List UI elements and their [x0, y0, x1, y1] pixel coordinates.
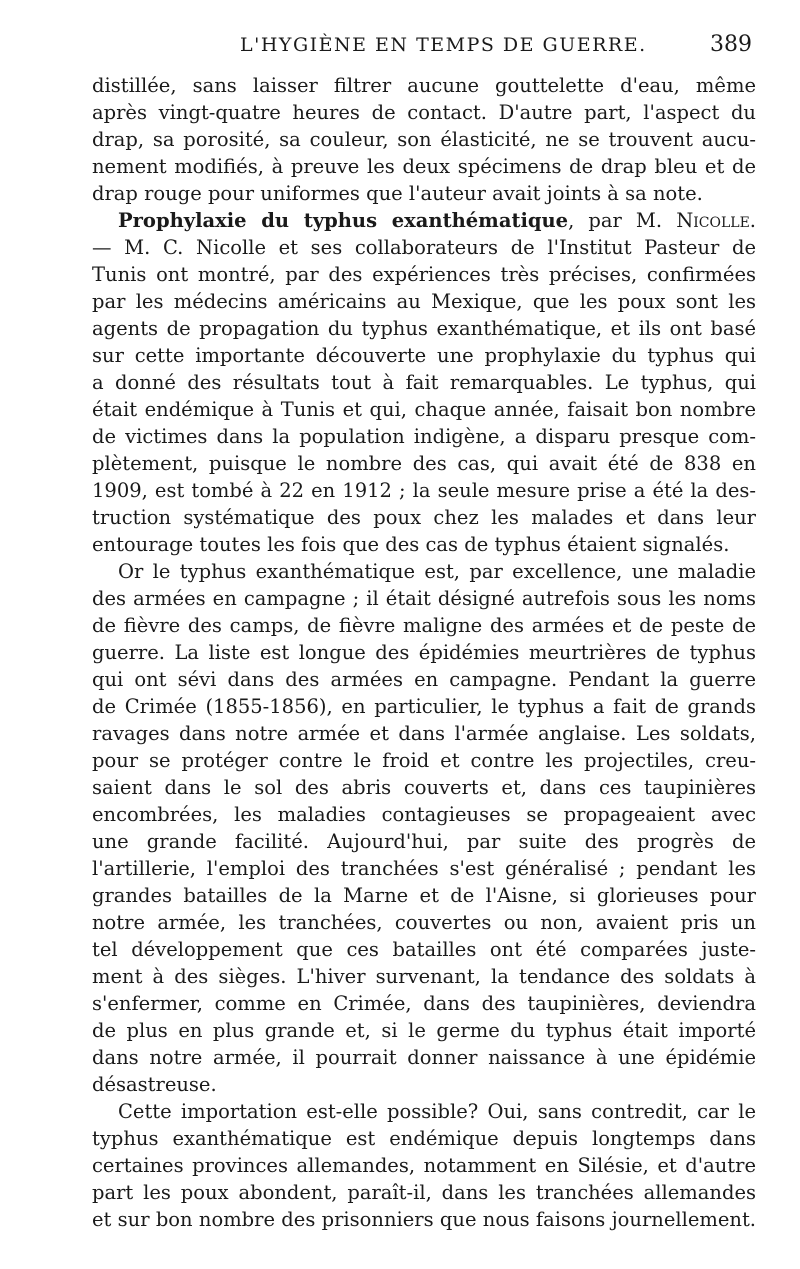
text-line: était endémique à Tunis et qui, chaque année, faisait bon nombre	[92, 398, 756, 421]
text-line: Tunis ont montré, par des expériences très précises, confirmées	[92, 263, 756, 286]
text-line: distillée, sans laisser filtrer aucune gouttelette d'eau, même	[92, 74, 756, 97]
text-line: tel développement que ces batailles ont été comparées juste-	[92, 938, 756, 961]
text-line: de Crimée (1855-1856), en particulier, le typhus a fait de grands	[92, 695, 756, 718]
running-head	[0, 34, 800, 64]
text-line: saient dans le sol des abris couverts et, dans ces taupinières	[92, 776, 756, 799]
text-line: ment à des sièges. L'hiver survenant, la tendance des soldats à	[92, 965, 756, 988]
text-line: 1909, est tombé à 22 en 1912 ; la seule mesure prise a été la des-	[92, 479, 756, 502]
text-line: certaines provinces allemandes, notamment en Silésie, et d'autre	[92, 1154, 756, 1177]
text-line: entourage toutes les fois que des cas de typhus étaient signalés.	[92, 533, 730, 556]
text-line: de fièvre des camps, de fièvre maligne des armées et de peste de	[92, 614, 756, 637]
text-line: drap, sa porosité, sa couleur, son élasticité, ne se trouvent aucu-	[92, 128, 756, 151]
text-line: s'enfermer, comme en Crimée, dans des taupinières, deviendra	[92, 992, 756, 1015]
text-line: notre armée, les tranchées, couvertes ou non, avaient pris un	[92, 911, 756, 934]
text-line: grandes batailles de la Marne et de l'Aisne, si glorieuses pour	[92, 884, 756, 907]
section-heading-line	[92, 207, 756, 234]
text-line: nement modifiés, à preuve les deux spécimens de drap bleu et de	[92, 155, 756, 178]
text-line: de plus en plus grande et, si le germe du typhus était importé	[92, 1019, 756, 1042]
text-line: de victimes dans la population indigène, a disparu presque com-	[92, 425, 756, 448]
text-line: par les médecins américains au Mexique, que les poux sont les	[92, 290, 756, 313]
text-line: part les poux abondent, paraît-il, dans les tranchées allemandes	[92, 1181, 756, 1204]
text-line: Cette importation est-elle possible? Oui, sans contredit, car le	[118, 1100, 756, 1123]
text-line: drap rouge pour uniformes que l'auteur avait joints à sa note.	[92, 182, 703, 205]
text-line: et sur bon nombre des prisonniers que nous faisons journellement.	[92, 1208, 756, 1231]
text-line: pour se protéger contre le froid et contre les projectiles, creu-	[92, 749, 756, 772]
text-line: Or le typhus exanthématique est, par excellence, une maladie	[118, 560, 756, 583]
heading-end: .	[749, 209, 756, 232]
text-line: plètement, puisque le nombre des cas, qui avait été de 838 en	[92, 452, 756, 475]
text-line: ravages dans notre armée et dans l'armée anglaise. Les soldats,	[92, 722, 756, 745]
text-line: désastreuse.	[92, 1073, 217, 1096]
text-line: typhus exanthématique est endémique depuis longtemps dans	[92, 1127, 756, 1150]
text-line: guerre. La liste est longue des épidémies meurtrières de typhus	[92, 641, 756, 664]
text-line: des armées en campagne ; il était désigné autrefois sous les noms	[92, 587, 756, 610]
body-text	[92, 72, 756, 1233]
text-line: une grande facilité. Aujourd'hui, par suite des progrès de	[92, 830, 756, 853]
text-line: encombrées, les maladies contagieuses se propageaient avec	[92, 803, 756, 826]
author-name: Nicolle	[676, 209, 750, 232]
heading-byline: , par M.	[568, 209, 677, 232]
text-line: l'artillerie, l'emploi des tranchées s'est généralisé ; pendant les	[92, 857, 756, 880]
text-line: sur cette importante découverte une prophylaxie du typhus qui	[92, 344, 756, 367]
text-line: agents de propagation du typhus exanthématique, et ils ont basé	[92, 317, 756, 340]
running-title: L'HYGIÈNE EN TEMPS DE GUERRE.	[240, 34, 647, 56]
page-number: 389	[710, 32, 752, 57]
text-line: dans notre armée, il pourrait donner naissance à une épidémie	[92, 1046, 756, 1069]
text-line: — M. C. Nicolle et ses collaborateurs de l'Institut Pasteur de	[92, 236, 756, 259]
text-line: a donné des résultats tout à fait remarquables. Le typhus, qui	[92, 371, 756, 394]
text-line: qui ont sévi dans des armées en campagne. Pendant la guerre	[92, 668, 756, 691]
section-heading: Prophylaxie du typhus exanthématique	[118, 209, 569, 232]
text-line: truction systématique des poux chez les malades et dans leur	[92, 506, 756, 529]
text-line: après vingt-quatre heures de contact. D'autre part, l'aspect du	[92, 101, 756, 124]
